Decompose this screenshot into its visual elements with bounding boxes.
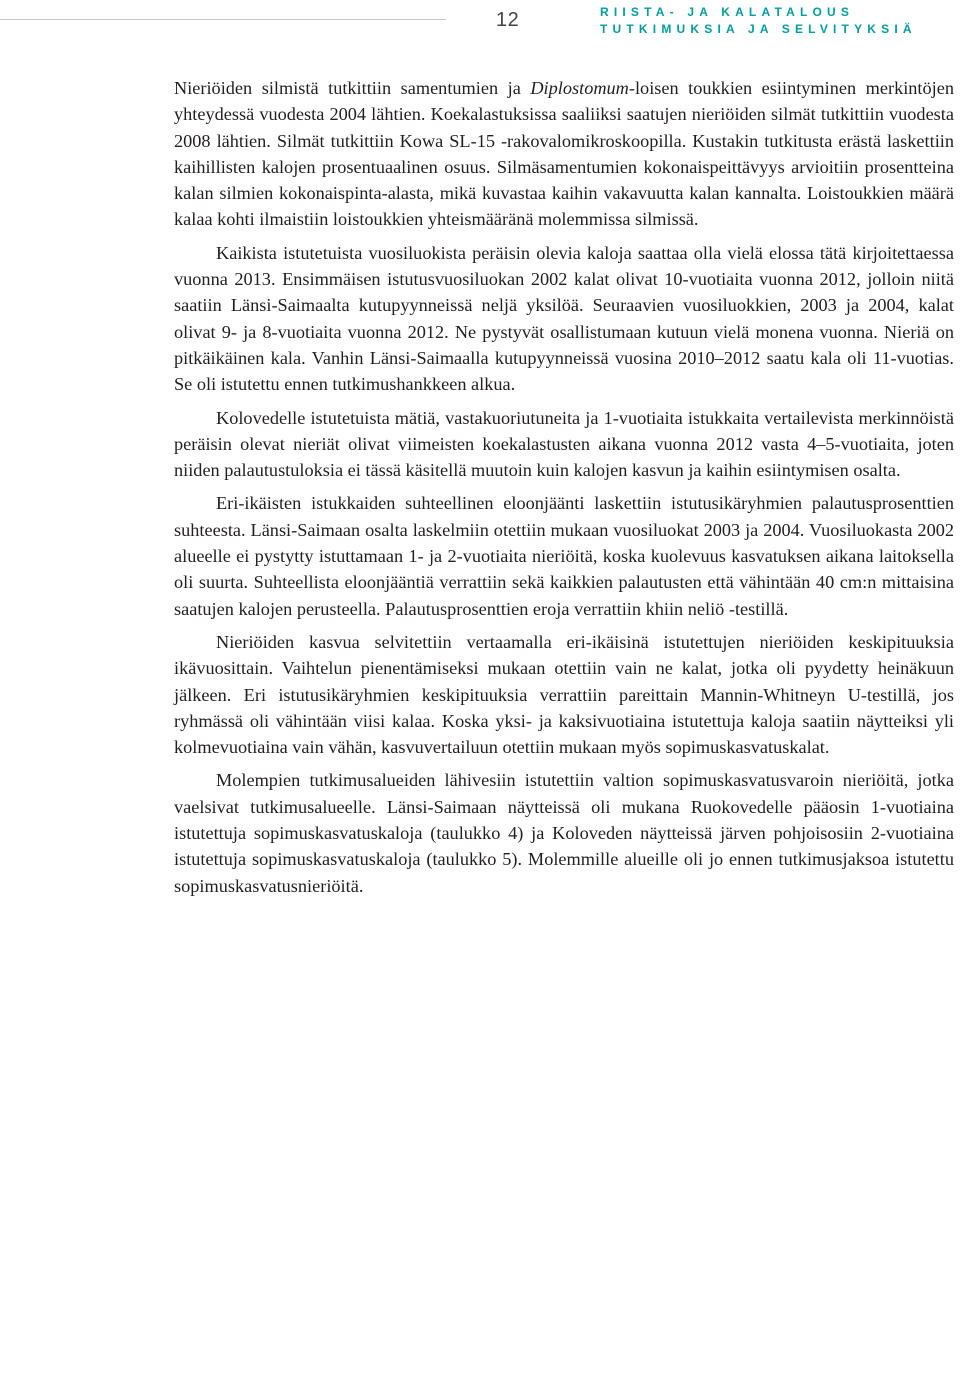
paragraph-kolovesi-stocking: Kolovedelle istutetuista mätiä, vastakuoriutuneita ja 1-vuotiaita istukkaita vertailevista merkinnöistä peräisin olevat nieriät olivat viimeisten koekalastusten aikana vuonna 2012 vasta 4–5-vuotiaita, joten niiden palautustuloksia ei tässä käsitellä muutoin kuin kalojen kasvun ja kaihin esiintymisen osalta. — [174, 407, 954, 481]
paragraph-methods-eyes — [174, 75, 954, 233]
running-head-series: RIISTA- JA KALATALOUS — [600, 5, 855, 19]
paragraph-1-text-start: Nieriöiden silmistä tutkittiin samentumien ja — [174, 78, 531, 98]
page-number: 12 — [496, 9, 520, 31]
paragraph-survival: Eri-ikäisten istukkaiden suhteellinen eloonjäänti laskettiin istutusikäryhmien palautusprosenttien suhteesta. Länsi-Saimaan osalta laskelmiin otettiin mukaan vuosiluokat 2003 ja 2004. Vuosiluokasta 2002 alueelle ei pystytty istuttamaan 1- ja 2-vuotiaita nieriöitä, koska kuolevuus kasvatuksen aikana laitoksella oli suurta. Suhteellista eloonjääntiä verrattiin sekä kaikkien palautusten että vähintään 40 cm:n mittaisina saatujen kalojen perusteella. Palautusprosenttien eroja verrattiin khiin neliö -testillä. — [174, 493, 954, 619]
paragraph-contract-rearing: Molempien tutkimusalueiden lähivesiin istutettiin valtion sopimuskasvatusvaroin nieriöitä, jotka vaelsivat tutkimusalueelle. Länsi-Saimaan näytteissä oli mukana Ruokovedelle pääosin 1-vuotiaina istutettuja sopimuskasvatuskaloja (taulukko 4) ja Koloveden näytteissä järven pohjoisosiin 2-vuotiaina istutettuja sopimuskasvatuskaloja (taulukko 5). Molemmille alueille oli jo ennen tutkimusjaksoa istutettu sopimuskasvatusnieriöitä. — [174, 770, 954, 896]
body-text — [174, 75, 954, 906]
paragraph-year-classes: Kaikista istutetuista vuosiluokista peräisin olevia kaloja saattaa olla vielä elossa tätä kirjoitettaessa vuonna 2013. Ensimmäisen istutusvuosiluokan 2002 kalat olivat 10-vuotiaita vuonna 2012, jolloin niitä saatiin Länsi-Saimaalta kutupyynneissä neljä yksilöä. Seuraavien vuosiluokkien, 2003 ja 2004, kalat olivat 9- ja 8-vuotiaita vuonna 2012. Ne pystyvät osallistumaan kutuun vielä monena vuonna. Nieriä on pitkäikäinen kala. Vanhin Länsi-Saimaalla kutupyynneissä vuosina 2010–2012 saatu kala oli 11-vuotias. Se oli istutettu ennen tutkimushankkeen alkua. — [174, 242, 954, 395]
parasite-genus-name: Diplostomum — [530, 78, 629, 98]
running-head — [600, 4, 950, 38]
paragraph-growth: Nieriöiden kasvua selvitettiin vertaamalla eri-ikäisinä istutettujen nieriöiden keskipituuksia ikävuosittain. Vaihtelun pienentämiseksi mukaan otettiin vain ne kalat, jotka oli pyydetty heinäkuun jälkeen. Eri istutusikäryhmien keskipituuksia verrattiin pareittain Mannin-Whitneyn U-testillä, jos ryhmässä oli vähintään viisi kalaa. Koska yksi- ja kaksivuotiaina istutettuja kaloja saatiin näytteiksi yli kolmevuotiaina vain vähän, kasvuvertailuun otettiin mukaan myös sopimuskasvatuskalat. — [174, 631, 954, 758]
running-head-subseries: TUTKIMUKSIA JA SELVITYKSIÄ — [600, 22, 917, 36]
paragraph-1-text-rest: -loisen toukkien esiintyminen merkintöjen yhteydessä vuodesta 2004 lähtien. Koekalastuksissa saaliiksi saatujen nieriöiden silmät tutkittiin vuodesta 2008 lähtien. Silmät tutkittiin Kowa SL-15 -rakovalomikroskoopilla. Kustakin tutkitusta erästä laskettiin kaihillisten kalojen prosentuaalinen osuus. Silmäsamentumien kokonaispeittävyys arvioitiin prosentteina kalan silmien kokonaispinta-alasta, mikä kuvastaa kaihin vakavuutta kalan kannalta. Loistoukkien määrä kalaa kohti ilmaistiin loistoukkien yhteismääränä molemmissa silmissä. — [174, 78, 954, 230]
header-rule — [0, 19, 446, 20]
